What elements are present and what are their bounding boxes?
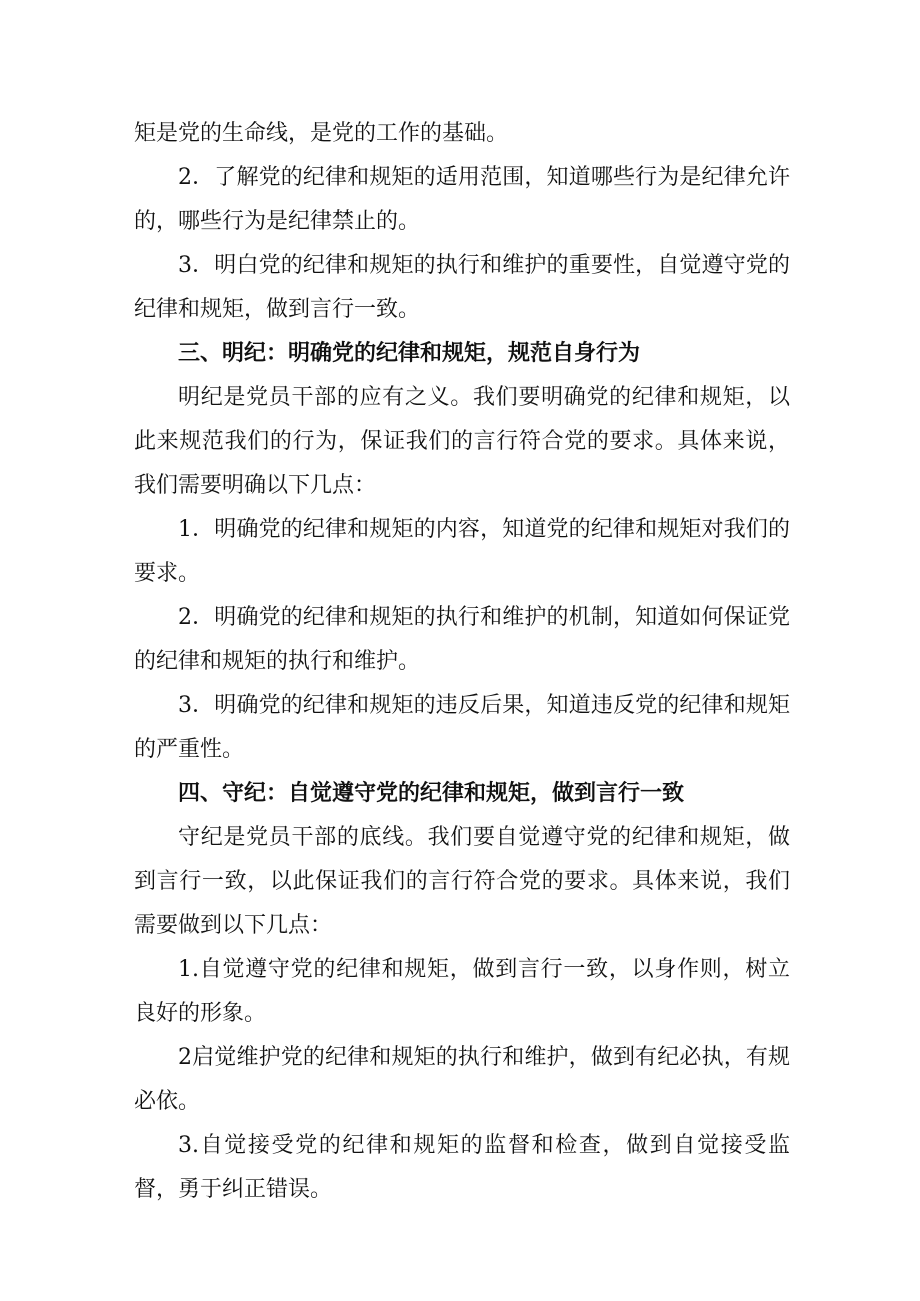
paragraph-section-three-item-3: 3．明确党的纪律和规矩的违反后果，知道违反党的纪律和规矩的严重性。 bbox=[134, 693, 790, 762]
paragraph-section-three-item-1: 1．明确党的纪律和规矩的内容，知道党的纪律和规矩对我们的要求。 bbox=[134, 517, 790, 586]
paragraph-item-2-scope: 2．了解党的纪律和规矩的适用范围，知道哪些行为是纪律允许的，哪些行为是纪律禁止的。 bbox=[134, 165, 790, 234]
paragraph-section-four-item-3: 3.自觉接受党的纪律和规矩的监督和检查，做到自觉接受监督，勇于纠正错误。 bbox=[134, 1133, 790, 1202]
paragraph-section-four-intro: 守纪是党员干部的底线。我们要自觉遵守党的纪律和规矩，做到言行一致，以此保证我们的言行符合党的要求。具体来说，我们需要做到以下几点： bbox=[134, 825, 790, 938]
document-page bbox=[134, 112, 790, 1212]
paragraph-section-three-intro: 明纪是党员干部的应有之义。我们要明确党的纪律和规矩，以此来规范我们的行为，保证我们的言行符合党的要求。具体来说，我们需要明确以下几点： bbox=[134, 385, 790, 498]
paragraph-section-four-item-1: 1.自觉遵守党的纪律和规矩，做到言行一致，以身作则，树立良好的形象。 bbox=[134, 957, 790, 1026]
paragraph-continuation: 矩是党的生命线，是党的工作的基础。 bbox=[134, 121, 509, 146]
paragraph-section-four-item-2: 2启觉维护党的纪律和规矩的执行和维护，做到有纪必执，有规必依。 bbox=[134, 1045, 790, 1114]
section-heading-four: 四、守纪：自觉遵守党的纪律和规矩，做到言行一致 bbox=[178, 781, 685, 806]
section-heading-three: 三、明纪：明确党的纪律和规矩，规范自身行为 bbox=[178, 341, 641, 366]
paragraph-section-three-item-2: 2．明确党的纪律和规矩的执行和维护的机制，知道如何保证党的纪律和规矩的执行和维护。 bbox=[134, 605, 790, 674]
paragraph-item-3-importance: 3．明白党的纪律和规矩的执行和维护的重要性，自觉遵守党的纪律和规矩，做到言行一致。 bbox=[134, 253, 790, 322]
